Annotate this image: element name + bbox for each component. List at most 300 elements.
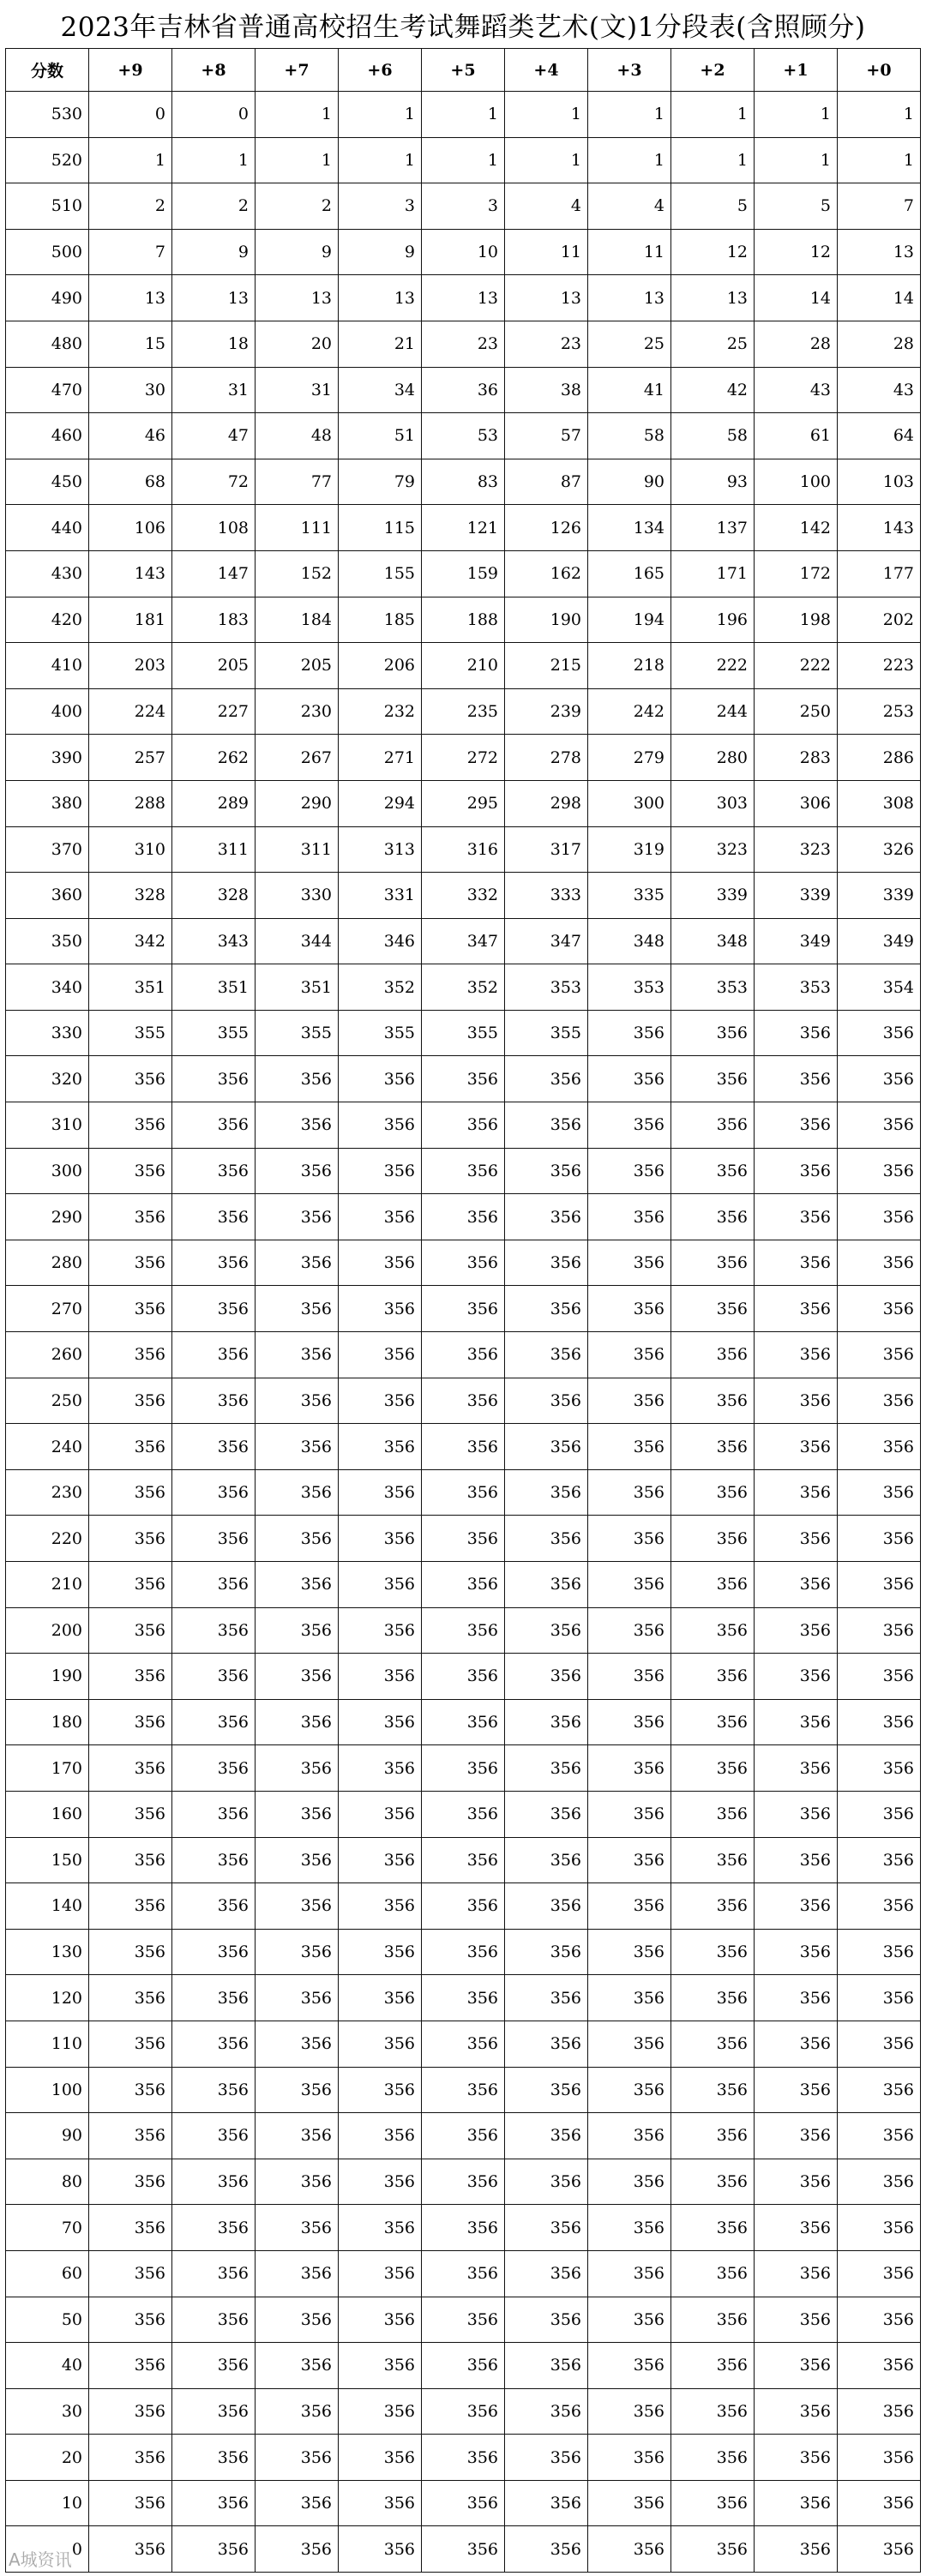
count-cell: 356: [339, 1975, 422, 2021]
count-cell: 356: [172, 2343, 256, 2389]
count-cell: 1: [89, 137, 172, 183]
count-cell: 356: [505, 2480, 588, 2526]
count-cell: 356: [256, 1654, 339, 1700]
count-cell: 356: [89, 1102, 172, 1149]
count-cell: 13: [838, 229, 921, 275]
count-cell: 356: [838, 1332, 921, 1378]
count-cell: 143: [838, 505, 921, 551]
table-row: [6, 1562, 921, 1608]
count-cell: 15: [89, 321, 172, 367]
count-cell: 223: [838, 643, 921, 689]
count-cell: 356: [172, 2067, 256, 2113]
count-cell: 356: [755, 2159, 838, 2205]
count-cell: 347: [422, 918, 505, 964]
count-cell: 356: [588, 1607, 671, 1654]
count-cell: 356: [755, 1607, 838, 1654]
table-row: [6, 964, 921, 1011]
count-cell: 103: [838, 459, 921, 505]
count-cell: 10: [422, 229, 505, 275]
table-row: [6, 1056, 921, 1102]
count-cell: 356: [671, 2067, 755, 2113]
table-row: [6, 321, 921, 367]
count-cell: 356: [422, 1469, 505, 1516]
count-cell: 9: [256, 229, 339, 275]
count-cell: 14: [755, 275, 838, 321]
count-cell: 356: [838, 1837, 921, 1883]
count-cell: 1: [755, 92, 838, 138]
count-cell: 356: [339, 1837, 422, 1883]
count-cell: 349: [755, 918, 838, 964]
count-cell: 356: [588, 1516, 671, 1562]
count-cell: 356: [89, 1286, 172, 1332]
count-cell: 356: [671, 2205, 755, 2251]
count-cell: 356: [172, 2021, 256, 2067]
count-cell: 356: [172, 1240, 256, 1286]
table-row: [6, 1837, 921, 1883]
count-cell: 356: [422, 1286, 505, 1332]
count-cell: 31: [256, 367, 339, 413]
score-cell: 100: [6, 2067, 89, 2113]
count-cell: 356: [505, 1607, 588, 1654]
count-cell: 356: [422, 2480, 505, 2526]
count-cell: 190: [505, 597, 588, 643]
count-cell: 1: [671, 137, 755, 183]
count-cell: 356: [172, 2205, 256, 2251]
count-cell: 61: [755, 413, 838, 459]
count-cell: 356: [256, 1562, 339, 1608]
table-row: [6, 2250, 921, 2297]
count-cell: 185: [339, 597, 422, 643]
count-cell: 356: [256, 1699, 339, 1745]
score-cell: 430: [6, 550, 89, 597]
table-row: [6, 597, 921, 643]
count-cell: 356: [588, 1883, 671, 1930]
count-cell: 356: [89, 2435, 172, 2481]
count-cell: 250: [755, 688, 838, 735]
count-cell: 278: [505, 735, 588, 781]
header-row: [6, 49, 921, 92]
count-cell: 356: [339, 1102, 422, 1149]
count-cell: 1: [505, 137, 588, 183]
count-cell: 28: [755, 321, 838, 367]
count-cell: 356: [422, 2388, 505, 2435]
count-cell: 356: [172, 1102, 256, 1149]
count-cell: 356: [256, 2205, 339, 2251]
count-cell: 355: [89, 1010, 172, 1056]
count-cell: 356: [422, 1699, 505, 1745]
count-cell: 356: [256, 1424, 339, 1470]
score-cell: 450: [6, 459, 89, 505]
count-cell: 356: [422, 1745, 505, 1792]
count-cell: 356: [339, 1332, 422, 1378]
count-cell: 1: [588, 92, 671, 138]
count-cell: 356: [671, 1791, 755, 1837]
count-cell: 328: [89, 873, 172, 919]
count-cell: 356: [755, 1654, 838, 1700]
count-cell: 356: [339, 2250, 422, 2297]
count-cell: 356: [172, 1469, 256, 1516]
score-cell: 530: [6, 92, 89, 138]
count-cell: 356: [339, 1745, 422, 1792]
count-cell: 111: [256, 505, 339, 551]
count-cell: 328: [172, 873, 256, 919]
count-cell: 356: [671, 1837, 755, 1883]
score-cell: 190: [6, 1654, 89, 1700]
score-cell: 280: [6, 1240, 89, 1286]
score-cell: 70: [6, 2205, 89, 2251]
score-cell: 10: [6, 2480, 89, 2526]
count-cell: 356: [339, 1791, 422, 1837]
count-cell: 48: [256, 413, 339, 459]
count-cell: 46: [89, 413, 172, 459]
count-cell: 1: [505, 92, 588, 138]
count-cell: 356: [588, 1332, 671, 1378]
count-cell: 356: [172, 1516, 256, 1562]
count-cell: 356: [505, 2205, 588, 2251]
count-cell: 356: [838, 2526, 921, 2573]
score-cell: 260: [6, 1332, 89, 1378]
score-cell: 110: [6, 2021, 89, 2067]
count-cell: 356: [172, 1378, 256, 1424]
count-cell: 356: [89, 1332, 172, 1378]
count-cell: 1: [422, 92, 505, 138]
count-cell: 356: [339, 1654, 422, 1700]
score-cell: 160: [6, 1791, 89, 1837]
table-row: [6, 183, 921, 230]
count-cell: 4: [588, 183, 671, 230]
count-cell: 356: [838, 1883, 921, 1930]
column-header-offset: +6: [339, 49, 422, 92]
table-row: [6, 2021, 921, 2067]
count-cell: 356: [89, 1562, 172, 1608]
score-cell: 330: [6, 1010, 89, 1056]
count-cell: 1: [339, 137, 422, 183]
count-cell: 356: [505, 1332, 588, 1378]
count-cell: 355: [172, 1010, 256, 1056]
count-cell: 356: [838, 1654, 921, 1700]
table-row: [6, 688, 921, 735]
count-cell: 356: [89, 1240, 172, 1286]
count-cell: 356: [505, 1148, 588, 1194]
column-header-offset: +5: [422, 49, 505, 92]
count-cell: 1: [339, 92, 422, 138]
count-cell: 356: [256, 2113, 339, 2159]
count-cell: 353: [671, 964, 755, 1011]
count-cell: 356: [256, 1469, 339, 1516]
count-cell: 356: [505, 1883, 588, 1930]
count-cell: 356: [755, 2250, 838, 2297]
count-cell: 356: [172, 1286, 256, 1332]
count-cell: 196: [671, 597, 755, 643]
count-cell: 348: [588, 918, 671, 964]
count-cell: 356: [755, 1102, 838, 1149]
count-cell: 294: [339, 780, 422, 826]
count-cell: 356: [89, 1975, 172, 2021]
table-row: [6, 1654, 921, 1700]
score-cell: 440: [6, 505, 89, 551]
count-cell: 356: [505, 1516, 588, 1562]
count-cell: 356: [339, 2205, 422, 2251]
count-cell: 344: [256, 918, 339, 964]
count-cell: 356: [505, 1194, 588, 1240]
count-cell: 356: [89, 1837, 172, 1883]
score-cell: 180: [6, 1699, 89, 1745]
count-cell: 330: [256, 873, 339, 919]
count-cell: 356: [339, 1056, 422, 1102]
count-cell: 356: [838, 2067, 921, 2113]
count-cell: 356: [339, 2435, 422, 2481]
count-cell: 356: [505, 1699, 588, 1745]
score-cell: 140: [6, 1883, 89, 1930]
count-cell: 356: [755, 1791, 838, 1837]
count-cell: 356: [505, 2526, 588, 2573]
count-cell: 356: [671, 1883, 755, 1930]
count-cell: 356: [588, 1699, 671, 1745]
count-cell: 13: [422, 275, 505, 321]
count-cell: 356: [172, 2526, 256, 2573]
score-cell: 480: [6, 321, 89, 367]
count-cell: 339: [671, 873, 755, 919]
count-cell: 58: [588, 413, 671, 459]
count-cell: 323: [755, 826, 838, 873]
count-cell: 13: [172, 275, 256, 321]
count-cell: 3: [339, 183, 422, 230]
count-cell: 356: [588, 1469, 671, 1516]
score-cell: 210: [6, 1562, 89, 1608]
count-cell: 356: [505, 1975, 588, 2021]
count-cell: 356: [755, 1516, 838, 1562]
count-cell: 147: [172, 550, 256, 597]
count-cell: 356: [256, 1102, 339, 1149]
score-cell: 150: [6, 1837, 89, 1883]
table-row: [6, 275, 921, 321]
count-cell: 323: [671, 826, 755, 873]
table-row: [6, 92, 921, 138]
score-cell: 220: [6, 1516, 89, 1562]
count-cell: 25: [588, 321, 671, 367]
table-row: [6, 2159, 921, 2205]
count-cell: 356: [755, 1240, 838, 1286]
score-cell: 130: [6, 1929, 89, 1975]
count-cell: 356: [755, 1929, 838, 1975]
table-row: [6, 1102, 921, 1149]
count-cell: 306: [755, 780, 838, 826]
count-cell: 271: [339, 735, 422, 781]
count-cell: 134: [588, 505, 671, 551]
count-cell: 90: [588, 459, 671, 505]
count-cell: 356: [838, 1745, 921, 1792]
count-cell: 100: [755, 459, 838, 505]
count-cell: 303: [671, 780, 755, 826]
column-header-score: 分数: [6, 49, 89, 92]
count-cell: 253: [838, 688, 921, 735]
count-cell: 356: [505, 1791, 588, 1837]
count-cell: 142: [755, 505, 838, 551]
count-cell: 356: [422, 1056, 505, 1102]
count-cell: 13: [505, 275, 588, 321]
count-cell: 356: [671, 1194, 755, 1240]
count-cell: 242: [588, 688, 671, 735]
table-header: [6, 49, 921, 92]
count-cell: 339: [838, 873, 921, 919]
count-cell: 356: [505, 2343, 588, 2389]
count-cell: 356: [172, 1654, 256, 1700]
count-cell: 356: [89, 1883, 172, 1930]
count-cell: 177: [838, 550, 921, 597]
count-cell: 51: [339, 413, 422, 459]
count-cell: 356: [256, 1378, 339, 1424]
count-cell: 356: [339, 1424, 422, 1470]
count-cell: 137: [671, 505, 755, 551]
count-cell: 356: [671, 1332, 755, 1378]
count-cell: 356: [422, 1378, 505, 1424]
count-cell: 356: [671, 1975, 755, 2021]
count-cell: 316: [422, 826, 505, 873]
watermark: A城资讯: [9, 2549, 72, 2570]
count-cell: 356: [671, 1562, 755, 1608]
count-cell: 349: [838, 918, 921, 964]
count-cell: 356: [422, 2021, 505, 2067]
count-cell: 218: [588, 643, 671, 689]
table-row: [6, 1745, 921, 1792]
table-row: [6, 1469, 921, 1516]
count-cell: 77: [256, 459, 339, 505]
count-cell: 18: [172, 321, 256, 367]
count-cell: 14: [838, 275, 921, 321]
count-cell: 356: [339, 1469, 422, 1516]
page-title: 2023年吉林省普通高校招生考试舞蹈类艺术(文)1分段表(含照顾分): [60, 11, 866, 43]
count-cell: 7: [89, 229, 172, 275]
score-cell: 120: [6, 1975, 89, 2021]
count-cell: 356: [256, 1975, 339, 2021]
count-cell: 356: [671, 1010, 755, 1056]
count-cell: 356: [172, 2159, 256, 2205]
score-cell: 30: [6, 2388, 89, 2435]
score-cell: 460: [6, 413, 89, 459]
count-cell: 356: [671, 2250, 755, 2297]
count-cell: 356: [838, 1378, 921, 1424]
count-cell: 53: [422, 413, 505, 459]
count-cell: 356: [256, 1607, 339, 1654]
count-cell: 351: [256, 964, 339, 1011]
count-cell: 356: [339, 2067, 422, 2113]
count-cell: 13: [588, 275, 671, 321]
count-cell: 162: [505, 550, 588, 597]
count-cell: 0: [172, 92, 256, 138]
count-cell: 13: [671, 275, 755, 321]
count-cell: 72: [172, 459, 256, 505]
table-row: [6, 2205, 921, 2251]
count-cell: 356: [671, 1469, 755, 1516]
count-cell: 356: [89, 1424, 172, 1470]
count-cell: 356: [755, 1056, 838, 1102]
count-cell: 11: [505, 229, 588, 275]
count-cell: 356: [588, 1562, 671, 1608]
count-cell: 356: [505, 2250, 588, 2297]
score-cell: 370: [6, 826, 89, 873]
count-cell: 356: [505, 1056, 588, 1102]
count-cell: 356: [588, 1286, 671, 1332]
count-cell: 356: [172, 2388, 256, 2435]
count-cell: 356: [671, 1654, 755, 1700]
count-cell: 356: [256, 1516, 339, 1562]
count-cell: 356: [422, 2113, 505, 2159]
count-cell: 356: [755, 2113, 838, 2159]
table-row: [6, 1424, 921, 1470]
count-cell: 42: [671, 367, 755, 413]
score-cell: 0: [6, 2526, 89, 2573]
count-cell: 332: [422, 873, 505, 919]
count-cell: 108: [172, 505, 256, 551]
count-cell: 356: [671, 2113, 755, 2159]
count-cell: 356: [422, 2250, 505, 2297]
count-cell: 93: [671, 459, 755, 505]
count-cell: 257: [89, 735, 172, 781]
count-cell: 47: [172, 413, 256, 459]
table-row: [6, 2067, 921, 2113]
count-cell: 181: [89, 597, 172, 643]
count-cell: 356: [755, 1194, 838, 1240]
count-cell: 356: [172, 1562, 256, 1608]
table-row: [6, 1194, 921, 1240]
count-cell: 356: [422, 2159, 505, 2205]
column-header-offset: +2: [671, 49, 755, 92]
score-cell: 490: [6, 275, 89, 321]
count-cell: 356: [256, 1837, 339, 1883]
count-cell: 9: [172, 229, 256, 275]
count-cell: 356: [588, 1194, 671, 1240]
count-cell: 356: [339, 1699, 422, 1745]
count-cell: 280: [671, 735, 755, 781]
count-cell: 0: [89, 92, 172, 138]
count-cell: 356: [172, 1837, 256, 1883]
count-cell: 356: [588, 1056, 671, 1102]
count-cell: 356: [505, 2435, 588, 2481]
count-cell: 356: [172, 1699, 256, 1745]
count-cell: 356: [588, 2343, 671, 2389]
count-cell: 356: [422, 1148, 505, 1194]
count-cell: 188: [422, 597, 505, 643]
count-cell: 356: [671, 1102, 755, 1149]
count-cell: 356: [422, 2067, 505, 2113]
table-row: [6, 873, 921, 919]
score-cell: 350: [6, 918, 89, 964]
count-cell: 356: [588, 1240, 671, 1286]
count-cell: 356: [422, 1929, 505, 1975]
count-cell: 31: [172, 367, 256, 413]
table-row: [6, 2480, 921, 2526]
count-cell: 356: [89, 2480, 172, 2526]
count-cell: 356: [671, 2480, 755, 2526]
count-cell: 356: [755, 1332, 838, 1378]
count-cell: 356: [671, 1516, 755, 1562]
count-cell: 356: [339, 1516, 422, 1562]
count-cell: 36: [422, 367, 505, 413]
table-row: [6, 229, 921, 275]
count-cell: 356: [755, 1562, 838, 1608]
count-cell: 354: [838, 964, 921, 1011]
count-cell: 356: [172, 1332, 256, 1378]
count-cell: 356: [505, 2388, 588, 2435]
score-cell: 310: [6, 1102, 89, 1149]
count-cell: 356: [256, 2526, 339, 2573]
count-cell: 356: [505, 1654, 588, 1700]
count-cell: 356: [588, 1745, 671, 1792]
count-cell: 230: [256, 688, 339, 735]
count-cell: 356: [671, 1699, 755, 1745]
count-cell: 356: [755, 1286, 838, 1332]
score-cell: 400: [6, 688, 89, 735]
